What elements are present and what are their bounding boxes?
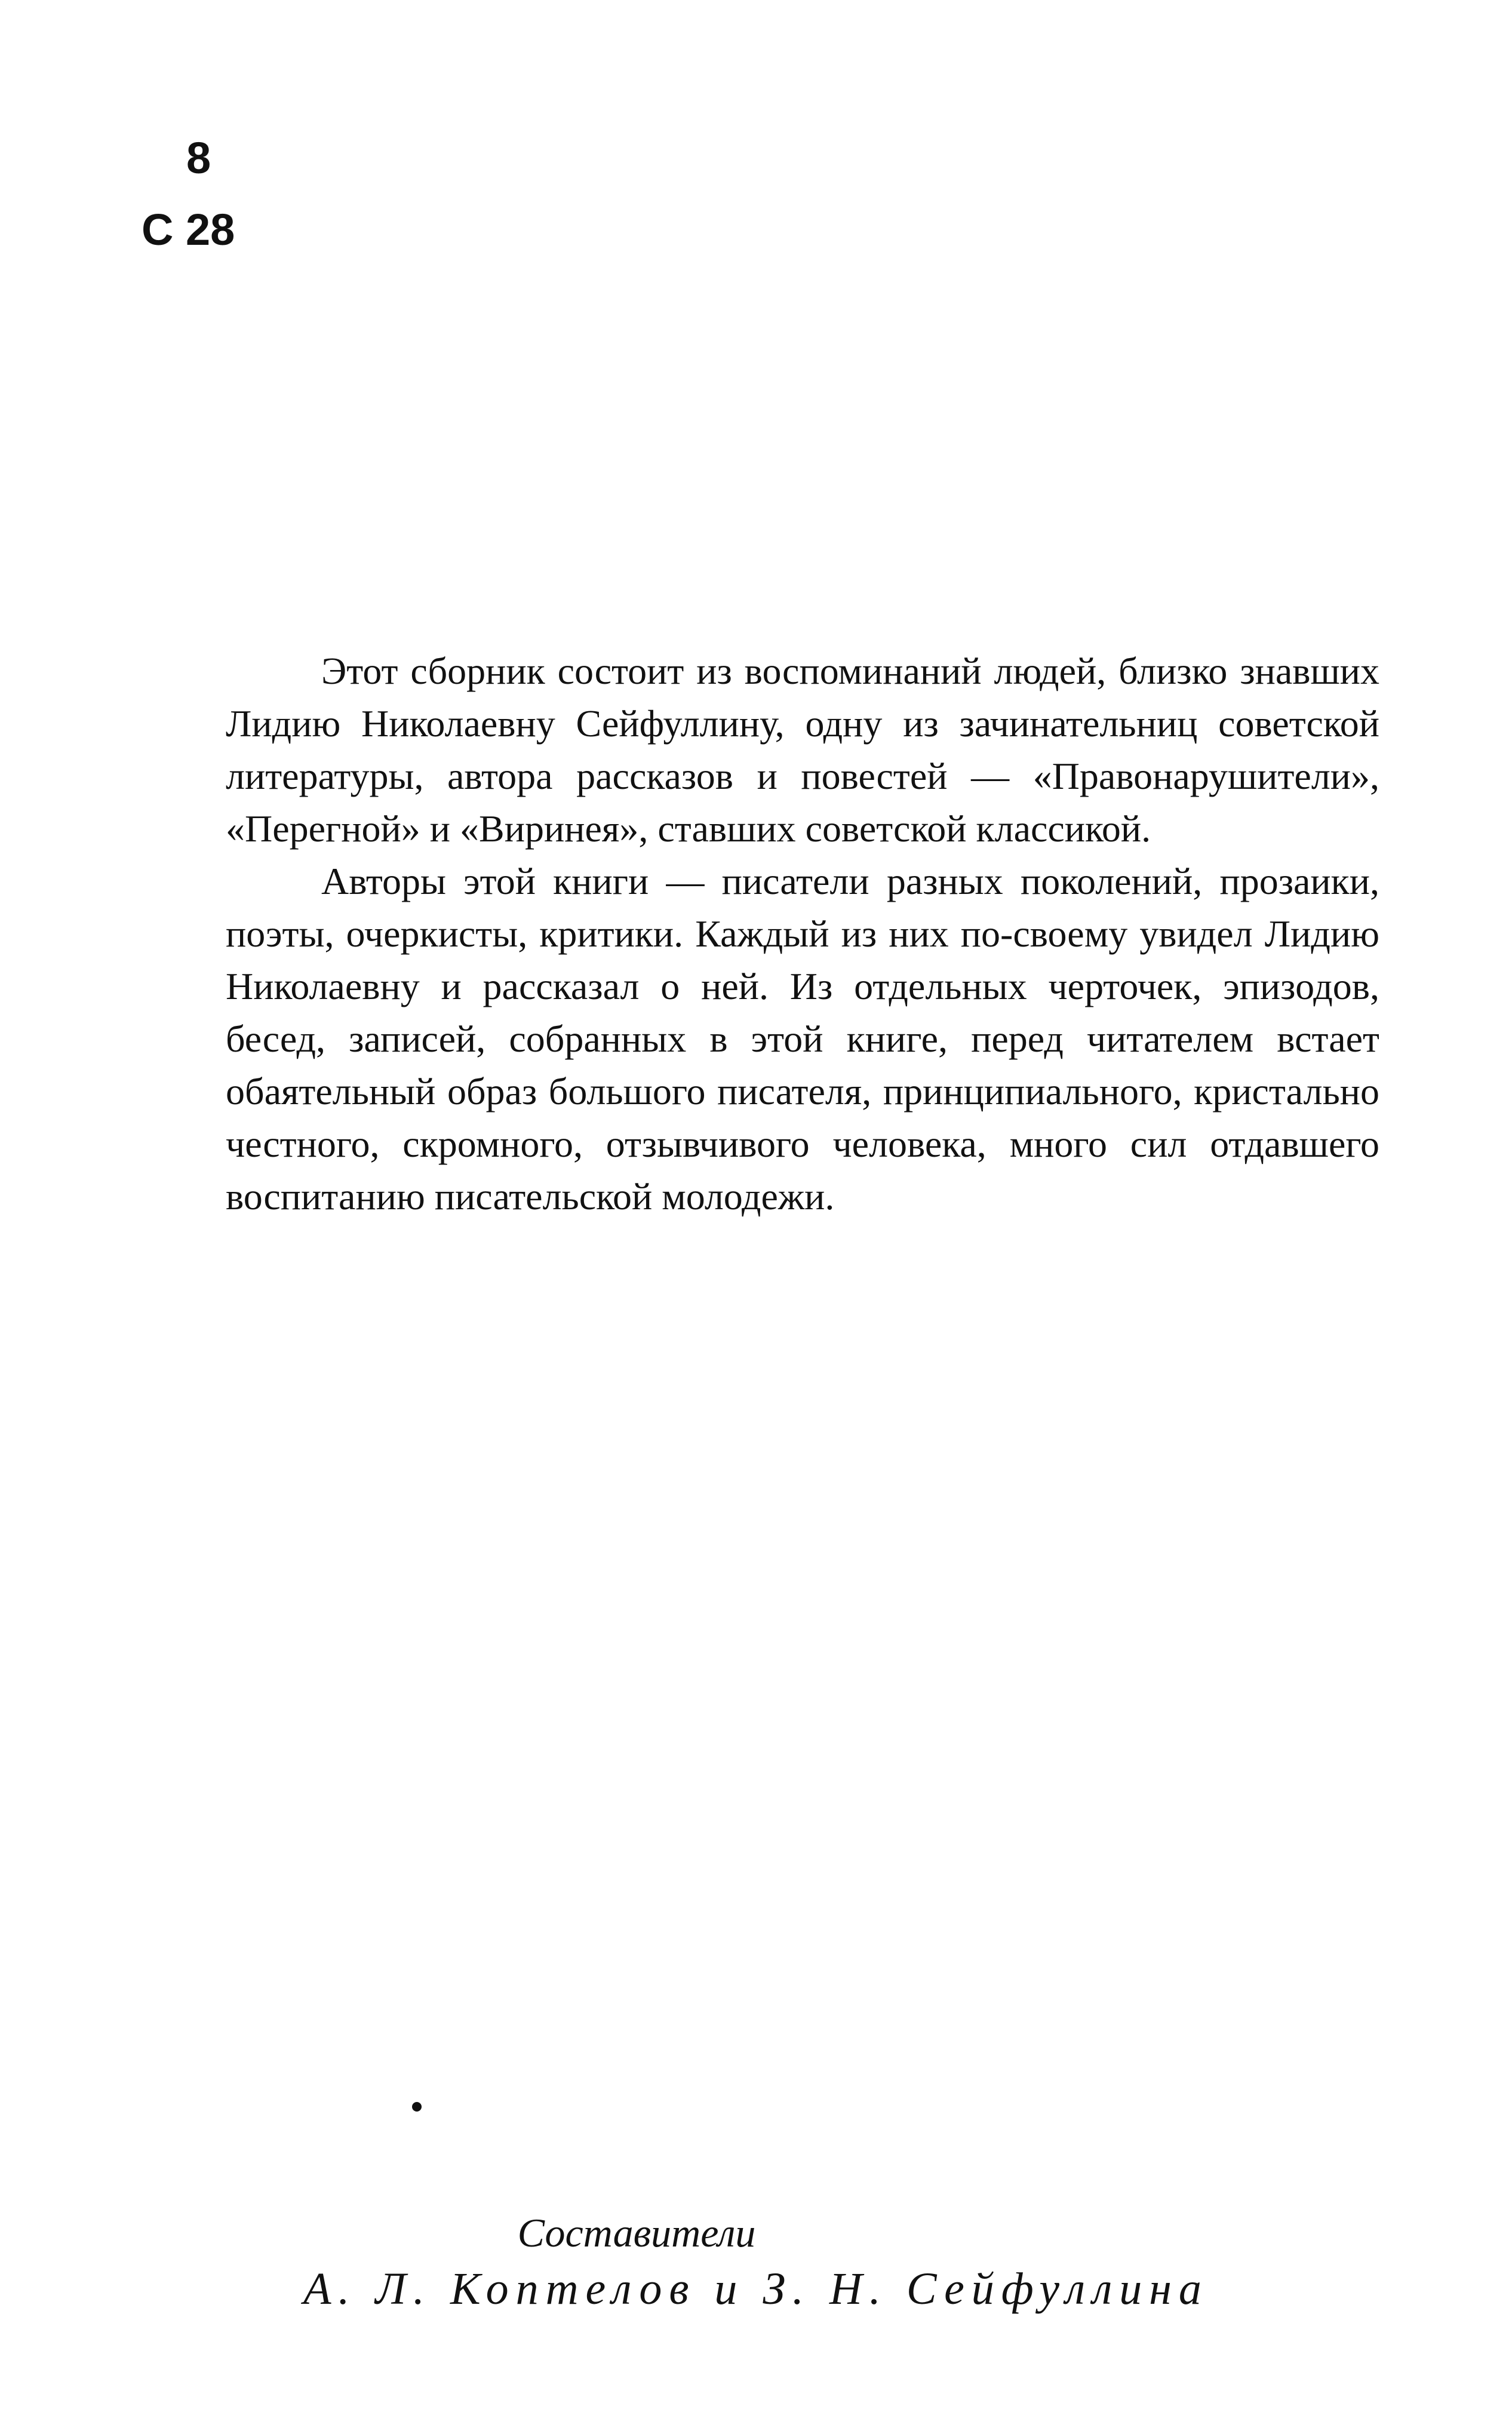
compilers-label: Составители <box>517 2210 756 2255</box>
annotation-paragraph: Авторы этой книги — писатели разных поколений, прозаики, поэты, очеркисты, критики. Каждый из них по-своему увидел Лидию Николаевну и рассказал о ней. Из отдельных черточек, эпизодов, бесед, записей, собранных в этой книге, перед читателем встает обаятельный образ большого писателя, принципиального, кристально честного, скромного, отзывчивого человека, много сил отдавшего воспитанию писательской молодежи. <box>226 860 1379 1218</box>
annotation-paragraph: Этот сборник состоит из воспоминаний людей, близко знавших Лидию Николаевну Сейфуллину, одну из зачинательниц советской литературы, автора рассказов и повестей — «Правонарушители», «Перегной» и «Виринея», ставших советской классикой. <box>226 650 1379 850</box>
classification-index: 8 <box>186 133 211 183</box>
compilers-names: А. Л. Коптелов и З. Н. Сейфуллина <box>303 2264 1209 2314</box>
author-mark: С 28 <box>142 205 235 254</box>
printing-mark <box>412 2102 422 2112</box>
annotation <box>226 645 1379 1223</box>
